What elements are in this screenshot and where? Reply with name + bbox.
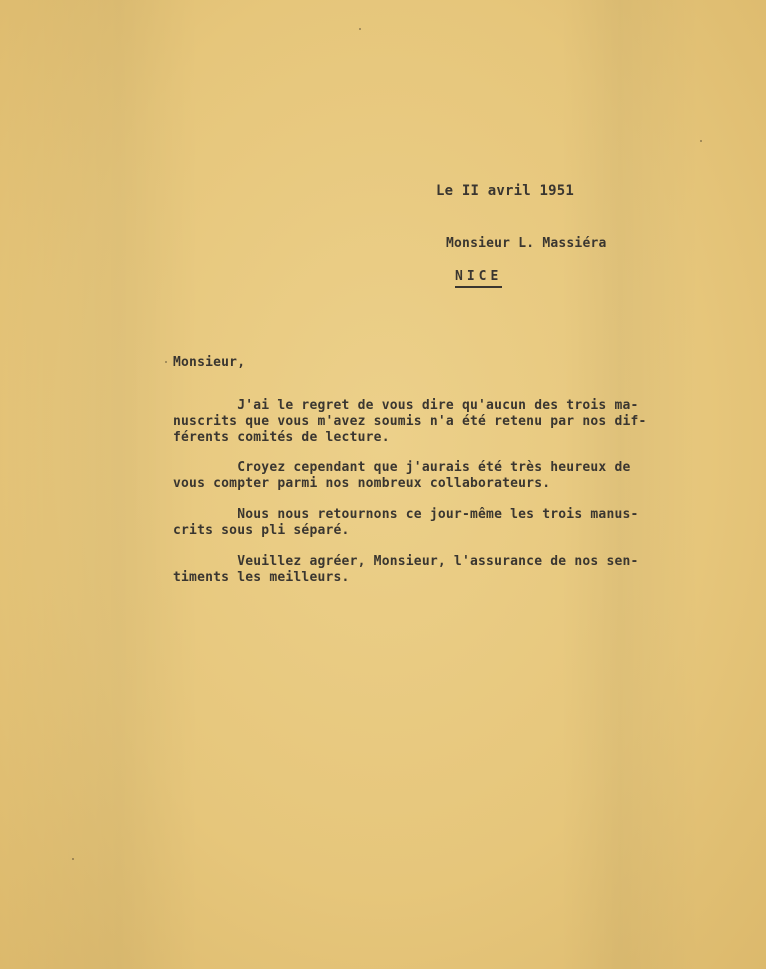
paragraph-line: crits sous pli séparé. — [173, 523, 350, 538]
paragraph-line: férents comités de lecture. — [173, 430, 390, 445]
paragraph-line: timents les meilleurs. — [173, 570, 350, 585]
paragraph-2 — [173, 460, 631, 492]
paragraph-4 — [173, 554, 639, 586]
recipient-city: NICE — [455, 269, 502, 288]
paragraph-3 — [173, 507, 639, 539]
paragraph-line: Croyez cependant que j'aurais été très heureux de — [173, 460, 631, 475]
salutation: Monsieur, — [173, 355, 246, 370]
paper-speck — [359, 28, 361, 30]
paper-speck — [72, 858, 74, 860]
paragraph-1 — [173, 398, 647, 446]
paragraph-line: Nous nous retournons ce jour-même les trois manus- — [173, 507, 639, 522]
paper-speck — [700, 140, 702, 142]
paragraph-line: J'ai le regret de vous dire qu'aucun des trois ma- — [173, 398, 639, 413]
paper-speck — [165, 361, 167, 363]
paragraph-line: nuscrits que vous m'avez soumis n'a été retenu par nos dif- — [173, 414, 647, 429]
paragraph-line: vous compter parmi nos nombreux collaborateurs. — [173, 476, 551, 491]
letter-date: Le II avril 1951 — [436, 183, 575, 199]
recipient-name: Monsieur L. Massiéra — [446, 236, 607, 251]
paragraph-line: Veuillez agréer, Monsieur, l'assurance de nos sen- — [173, 554, 639, 569]
